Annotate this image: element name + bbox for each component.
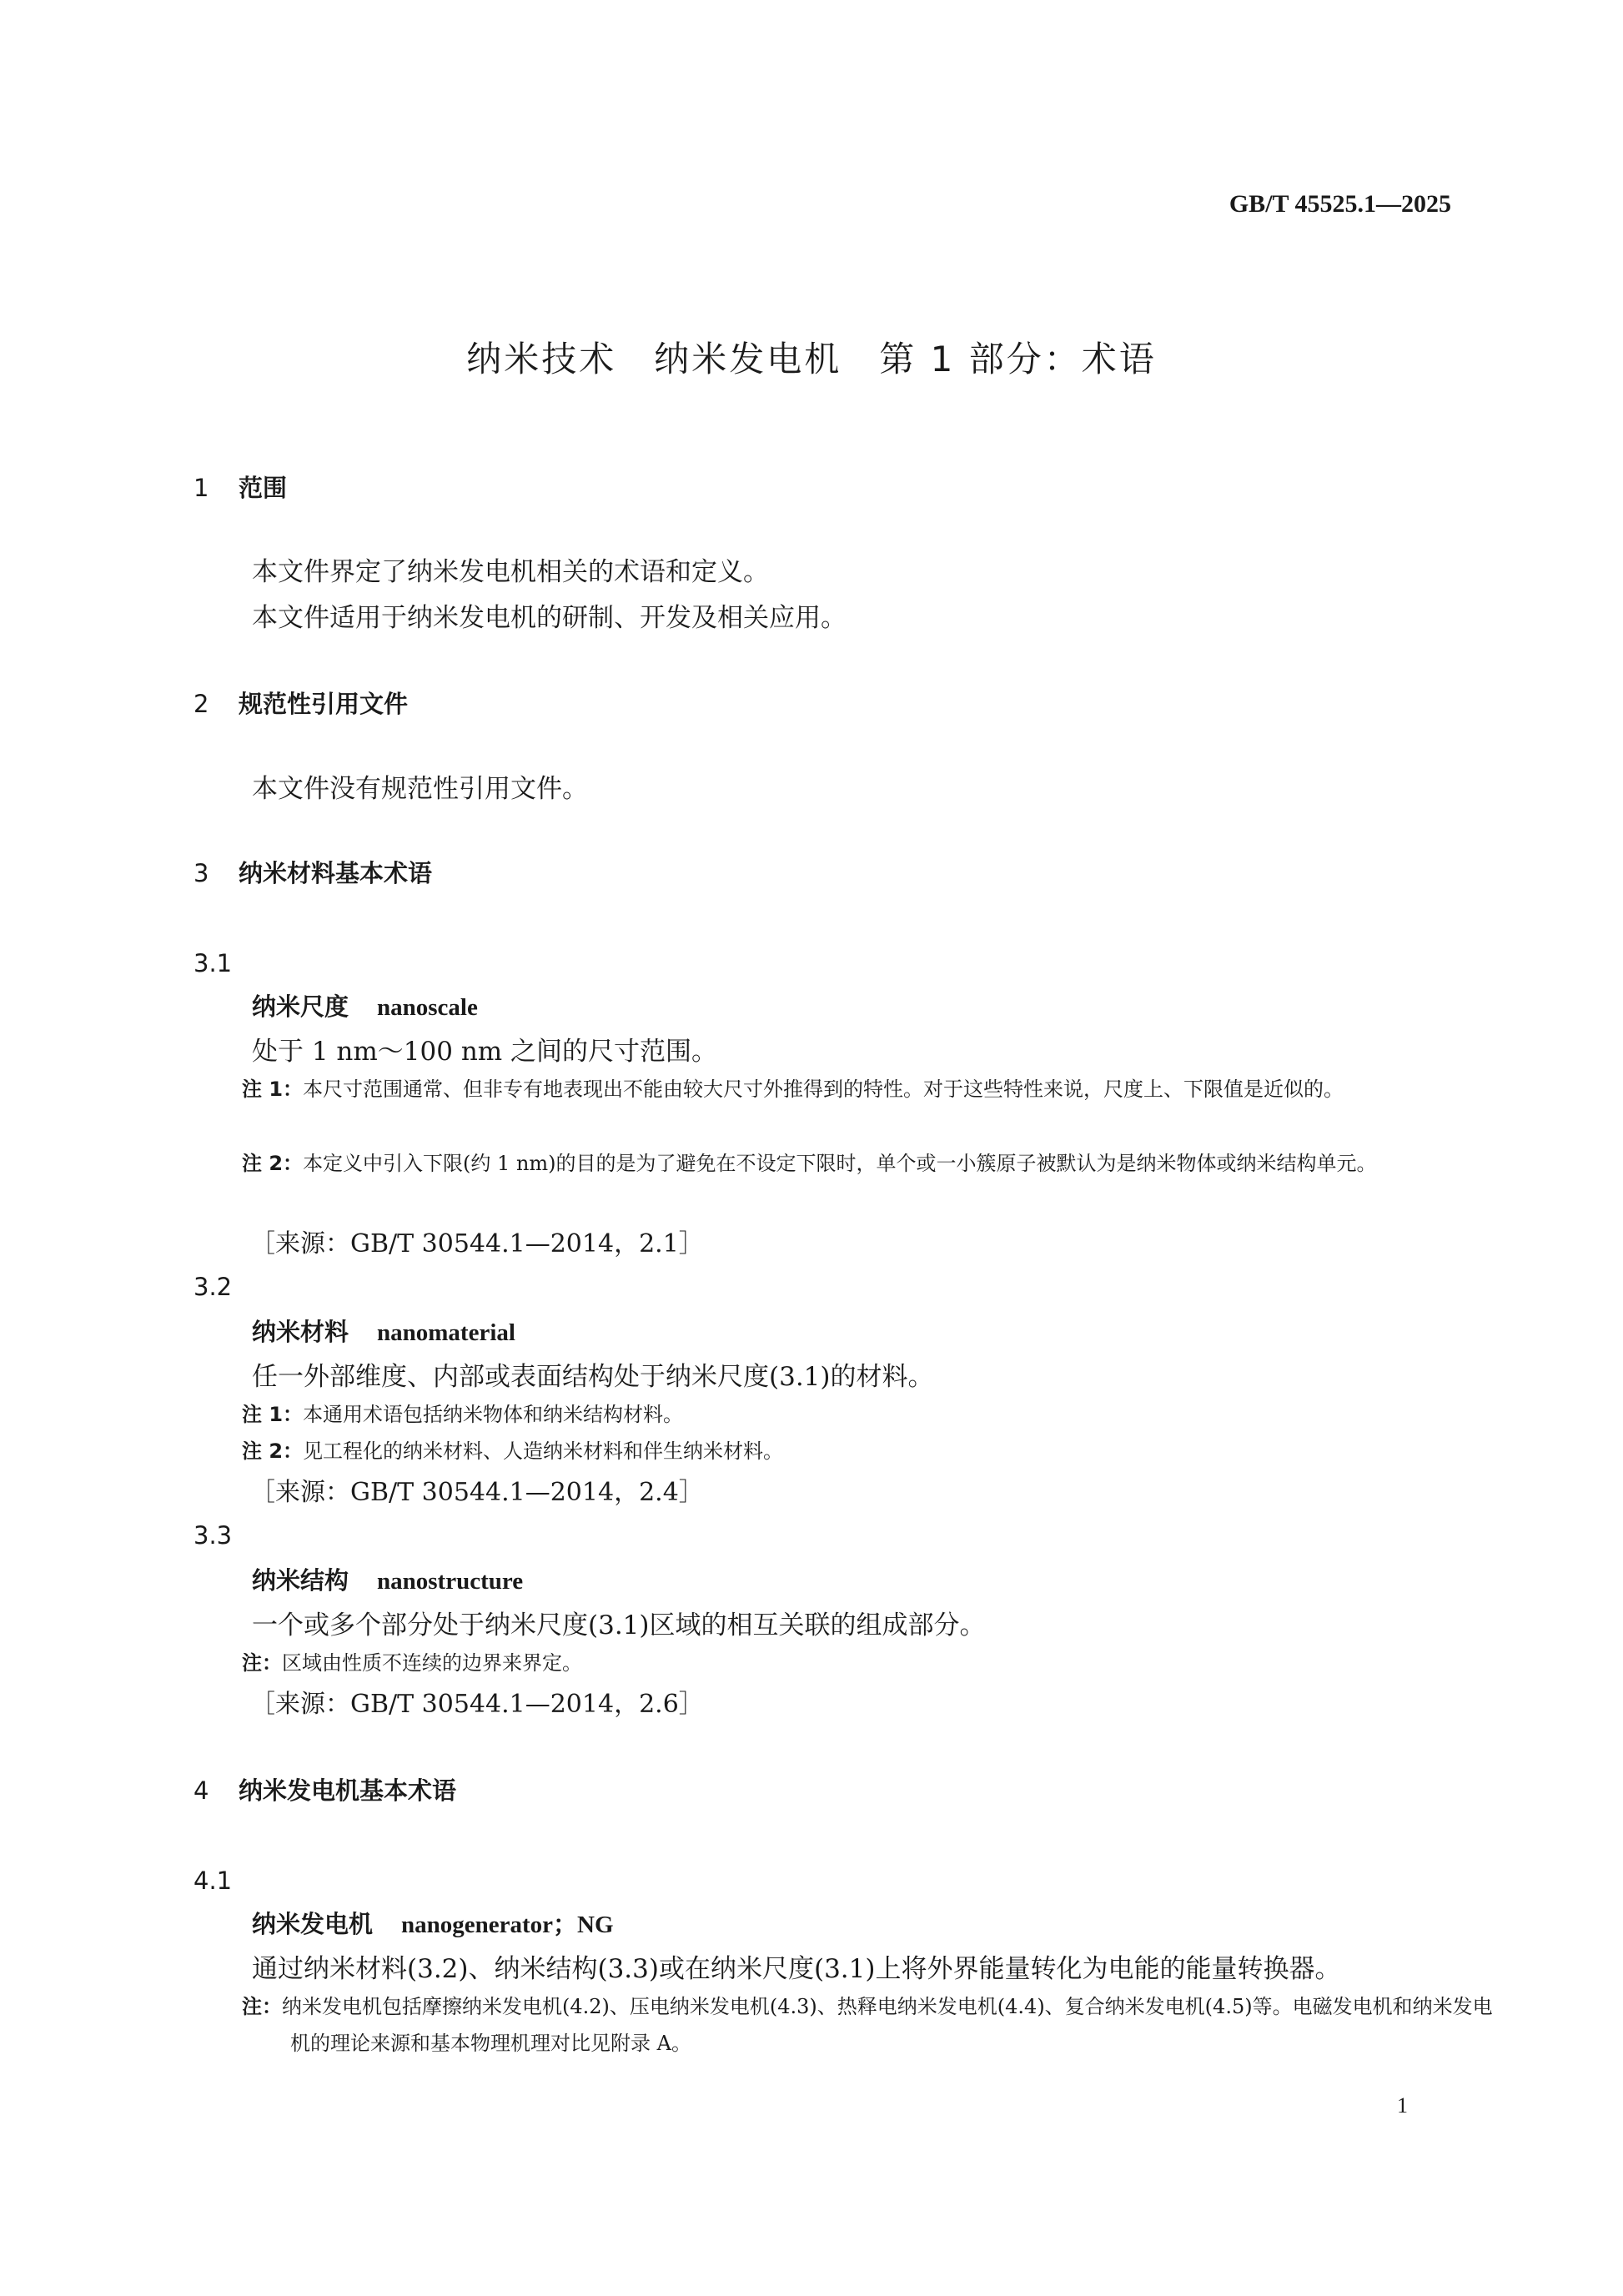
term-chinese: 纳米结构 xyxy=(252,1566,349,1595)
note-text: 见工程化的纳米材料、人造纳米材料和伴生纳米材料。 xyxy=(303,1439,784,1463)
note-label: 注 1： xyxy=(242,1078,304,1101)
section-number: 1 xyxy=(193,474,209,502)
term-english: nanomaterial xyxy=(377,1319,515,1346)
section-title: 规范性引用文件 xyxy=(239,690,409,718)
note-label: 注 2： xyxy=(242,1152,304,1175)
note-text: 本尺寸范围通常、但非专有地表现出不能由较大尺寸外推得到的特性。对于这些特性来说，尺度上、下限值是近似的。 xyxy=(303,1078,1344,1101)
term-note xyxy=(242,1433,1508,1470)
paragraph: 本文件界定了纳米发电机相关的术语和定义。 xyxy=(252,557,769,587)
term-definition: 通过纳米材料(3.2)、纳米结构(3.3)或在纳米尺度(3.1)上将外界能量转化为电能的能量转换器。 xyxy=(252,1954,1341,1984)
section-title: 纳米材料基本术语 xyxy=(239,859,433,887)
section-number: 4 xyxy=(193,1776,209,1805)
term-heading xyxy=(252,988,478,1022)
term-note xyxy=(242,1988,1508,2062)
term-heading xyxy=(252,1906,614,1940)
term-english: nanoscale xyxy=(377,994,478,1021)
section-title: 纳米发电机基本术语 xyxy=(239,1776,457,1805)
standard-code: GB/T 45525.1—2025 xyxy=(1229,190,1451,218)
note-text: 区域由性质不连续的边界来界定。 xyxy=(282,1651,582,1675)
term-number: 4.1 xyxy=(193,1866,233,1895)
term-source: ［来源：GB/T 30544.1—2014，2.1］ xyxy=(250,1229,704,1259)
term-chinese: 纳米发电机 xyxy=(252,1910,374,1938)
term-heading xyxy=(252,1562,523,1596)
term-heading xyxy=(252,1314,515,1348)
term-number: 3.3 xyxy=(193,1521,233,1550)
section-title: 范围 xyxy=(239,474,288,502)
section-number: 2 xyxy=(193,690,209,718)
paragraph: 本文件适用于纳米发电机的研制、开发及相关应用。 xyxy=(252,603,847,633)
term-definition: 一个或多个部分处于纳米尺度(3.1)区域的相互关联的组成部分。 xyxy=(252,1610,986,1640)
section-4-heading xyxy=(193,1772,456,1806)
term-note xyxy=(242,1145,1508,1182)
term-english: nanogenerator；NG xyxy=(401,1912,614,1938)
term-number: 3.2 xyxy=(193,1273,233,1301)
term-english: nanostructure xyxy=(377,1568,524,1595)
term-number: 3.1 xyxy=(193,949,233,977)
paragraph: 本文件没有规范性引用文件。 xyxy=(252,774,588,804)
note-label: 注： xyxy=(242,1651,282,1675)
note-label: 注 2： xyxy=(242,1439,304,1463)
section-3-heading xyxy=(193,855,432,889)
term-chinese: 纳米材料 xyxy=(252,1318,349,1346)
note-label: 注： xyxy=(242,1995,282,2018)
note-text: 本通用术语包括纳米物体和纳米结构材料。 xyxy=(303,1403,684,1426)
term-note xyxy=(242,1645,1508,1681)
section-2-heading xyxy=(193,686,408,720)
term-note xyxy=(242,1396,1508,1433)
section-1-heading xyxy=(193,470,287,504)
note-label: 注 1： xyxy=(242,1403,304,1426)
section-number: 3 xyxy=(193,859,209,887)
note-text: 纳米发电机包括摩擦纳米发电机(4.2)、压电纳米发电机(4.3)、热释电纳米发电机(4.4)、复合纳米发电机(4.5)等。电磁发电机和纳米发电机的理论来源和基本物理机理对比见附录 A。 xyxy=(282,1995,1493,2055)
term-source: ［来源：GB/T 30544.1—2014，2.4］ xyxy=(250,1478,704,1507)
term-source: ［来源：GB/T 30544.1—2014，2.6］ xyxy=(250,1690,704,1719)
term-definition: 处于 1 nm～100 nm 之间的尺寸范围。 xyxy=(252,1037,718,1067)
term-note xyxy=(242,1071,1508,1108)
term-definition: 任一外部维度、内部或表面结构处于纳米尺度(3.1)的材料。 xyxy=(252,1362,934,1392)
term-chinese: 纳米尺度 xyxy=(252,992,349,1021)
page-number: 1 xyxy=(1397,2093,1408,2118)
note-text: 本定义中引入下限(约 1 nm)的目的是为了避免在不设定下限时，单个或一小簇原子被默认为是纳米物体或纳米结构单元。 xyxy=(303,1152,1377,1175)
document-title: 纳米技术 纳米发电机 第 1 部分：术语 xyxy=(466,339,1157,379)
